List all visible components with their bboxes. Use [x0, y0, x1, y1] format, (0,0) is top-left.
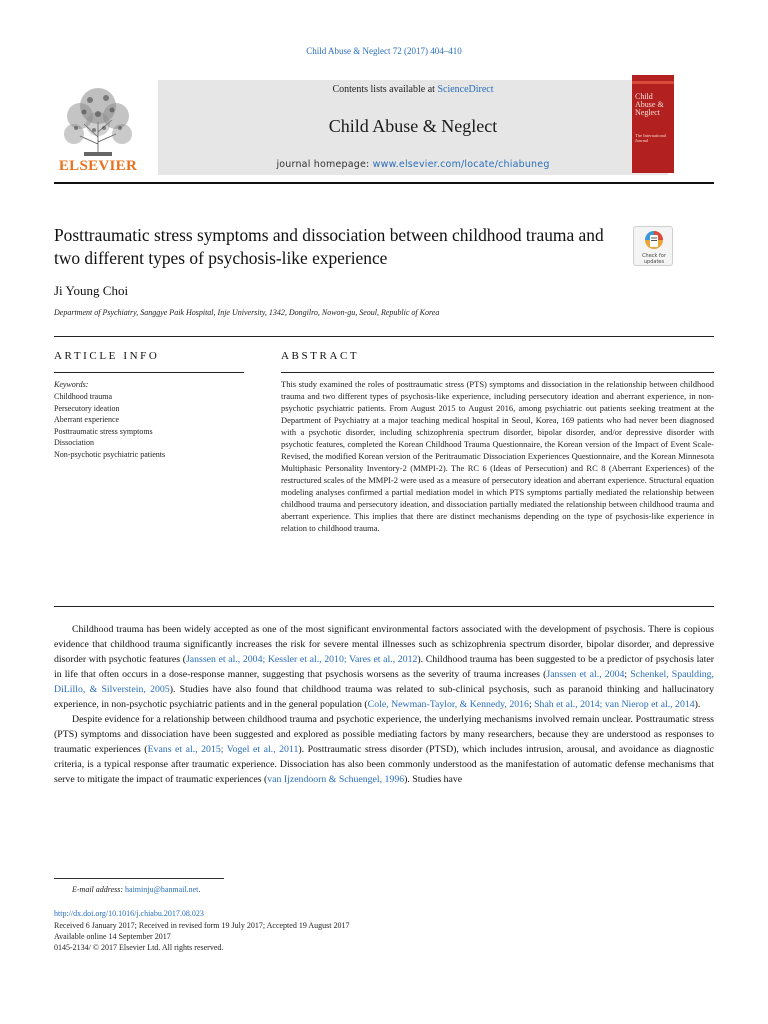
p1-text-e: ; — [528, 699, 535, 710]
citation-link[interactable]: Evans et al., 2015; Vogel et al., 2011 — [147, 744, 299, 755]
abstract-rule-top — [281, 372, 714, 373]
copyright: 0145-2134/ © 2017 Elsevier Ltd. All rights reserved. — [54, 943, 224, 952]
affiliation-divider — [54, 336, 714, 337]
abstract-divider — [54, 606, 714, 607]
keyword-item: Persecutory ideation — [54, 403, 120, 413]
homepage-prefix: journal homepage: — [276, 159, 373, 170]
article-info-rule — [54, 372, 244, 373]
journal-title: Child Abuse & Neglect — [328, 116, 498, 136]
article-info-heading: ARTICLE INFO — [54, 350, 160, 362]
cover-title: Child Abuse & Neglect — [635, 92, 664, 117]
abstract-text: This study examined the roles of posttraumatic stress (PTS) symptoms and dissociation in the relationship between childhood trauma and two different types of psychosis-like experience, including persecutory ideation and aberrant experience, in non-psychotic psychiatric patients. From August 2015 to August 2016, among psychiatric out patients seeking treatment at the Department of Psychiatry at a major teaching medical hospital in Seoul, Korea, 169 patients who had never been diagnosed with a psychotic disorder, including schizophrenia spectrum disorder, bipolar disorder, and/or depressive disorder with psychotic features, completed the Korean Childhood Trauma Questionnaire, the Korean version of the Impact of Event Scale-Revised, the modified Korean version of the Peritraumatic Dissociation Experiences Questionnaire, and the Korean Minnesota Multiphasic Personality Inventory-2 (MMPI-2). The RC 6 (Ideas of Persecution) and RC 8 (Aberrant Experiences) of the restructured scales of the MMPI-2 were used as a measure of persecutory ideation and aberrant experience. Structural equation modeling analyses confirmed a partial mediation model in which PTS symptoms partially mediated the relationship between childhood trauma and persecutory ideation, and dissociation partially mediated the relationship between childhood trauma and aberrant experience. This implies that there are distinct mechanisms depending on the type of psychosis-like experience in relation to childhood trauma. — [281, 379, 714, 533]
article-body — [54, 622, 714, 787]
journal-citation[interactable]: Child Abuse & Neglect 72 (2017) 404–410 — [306, 46, 462, 56]
journal-masthead — [54, 80, 674, 178]
author-name[interactable]: Ji Young Choi — [54, 283, 129, 298]
sciencedirect-link[interactable]: ScienceDirect — [437, 84, 494, 95]
contents-prefix: Contents lists available at — [332, 84, 438, 95]
p2-text-b: ). Posttraumatic stress disorder (PTSD), which includes intrusion, arousal, and avoidance as diagnostic criteria, is a typical response after traumatic experience. Dissociation has also been commonly understood as the manifestation of automatic defense mechanisms that serve to mitigate the impact of traumatic experiences ( — [54, 744, 714, 785]
cover-subtitle: The International Journal — [635, 133, 667, 143]
masthead-banner — [158, 80, 668, 175]
check-updates-icon — [644, 230, 664, 252]
citation-link[interactable]: Cole, Newman-Taylor, & Kennedy, 2016 — [367, 699, 529, 710]
p1-text-f: ). — [694, 699, 701, 710]
footnote-divider — [54, 878, 224, 879]
journal-cover-image[interactable] — [632, 75, 674, 173]
check-updates-line1: Check for — [642, 253, 666, 259]
keyword-item: Childhood trauma — [54, 392, 112, 401]
p1-text-b: ). Childhood trauma has been suggested to be a predictor of psychosis later in life that often occurs in a dose-response manner, suggesting that psychosis worsens as the severity of trauma increases ( — [54, 654, 714, 680]
p1-text-a: Childhood trauma has been widely accepted as one of the most significant environmental factors associated with the development of psychosis. There is copious evidence that childhood trauma significantly increases the risk for severe mental illnesses such as schizophrenia spectrum disorder, bipolar disorder, and depressive disorder with psychotic features ( — [54, 624, 714, 665]
article-history — [54, 920, 350, 953]
keyword-item: Aberrant experience — [54, 415, 120, 425]
contents-line — [158, 84, 668, 95]
doi-link[interactable]: http://dx.doi.org/10.1016/j.chiabu.2017.08.023 — [54, 909, 204, 918]
citation-link[interactable]: Janssen et al., 2004; Kessler et al., 2010; Vares et al., 2012 — [185, 654, 418, 665]
header-divider — [54, 182, 714, 184]
citation-link[interactable]: Shah et al., 2014; van Nierop et al., 2014 — [534, 699, 695, 710]
author-affiliation: Department of Psychiatry, Sanggye Paik Hospital, Inje University, 1342, Dongilro, Nowon-gu, Seoul, Republic of Korea — [54, 308, 440, 317]
abstract-heading: ABSTRACT — [281, 350, 360, 362]
p1-text-d: ). Studies have also found that childhood trauma was related to sub-clinical psychosis, such as paranoid thinking and hallucinatory experience, in non-psychotic psychiatric patients and in the general population ( — [54, 684, 714, 710]
received-dates: Received 6 January 2017; Received in revised form 19 July 2017; Accepted 19 August 2017 — [54, 921, 350, 930]
email-link[interactable]: haiminju@hanmail.net — [125, 885, 199, 894]
cover-accent-bar — [632, 81, 674, 84]
check-for-updates-button[interactable] — [633, 226, 673, 266]
available-online: Available online 14 September 2017 — [54, 932, 171, 941]
homepage-link[interactable]: www.elsevier.com/locate/chiabuneg — [372, 159, 550, 170]
body-paragraph-2 — [54, 712, 714, 787]
citation-link[interactable]: van Ijzendoorn & Schuengel, 1996 — [267, 774, 405, 785]
email-label: E-mail address: — [72, 885, 124, 894]
keywords-label: Keywords: — [54, 380, 89, 389]
check-updates-line2: updates — [643, 258, 665, 265]
keyword-item: Dissociation — [54, 438, 94, 448]
keyword-item: Posttraumatic stress symptoms — [54, 426, 153, 436]
keywords-list — [54, 391, 165, 461]
author-email-footnote — [72, 885, 200, 894]
citation-link[interactable]: Janssen et al., 2004 — [546, 669, 625, 680]
p2-text-c: ). Studies have — [404, 774, 463, 785]
article-title: Posttraumatic stress symptoms and dissociation between childhood trauma and two different types of psychosis-like experience — [54, 225, 604, 268]
p1-text-c: ; — [624, 669, 631, 680]
citation-link[interactable]: Schenkel, Spaulding, DiLillo, & Silverstein, 2005 — [54, 669, 714, 695]
journal-homepage — [158, 159, 668, 170]
email-end: . — [198, 885, 201, 894]
p2-text-a: Despite evidence for a relationship between childhood trauma and psychotic experience, the underlying mechanisms involved remain unclear. Posttraumatic stress (PTS) symptoms and dissociation have been suggested and explored as possible mediating factors by many researchers, because they are understood as responses to traumatic experiences ( — [54, 714, 714, 755]
elsevier-wordmark: ELSEVIER — [58, 158, 138, 174]
body-paragraph-1 — [54, 622, 714, 712]
keyword-item: Non-psychotic psychiatric patients — [54, 449, 166, 459]
check-updates-label — [634, 254, 674, 265]
